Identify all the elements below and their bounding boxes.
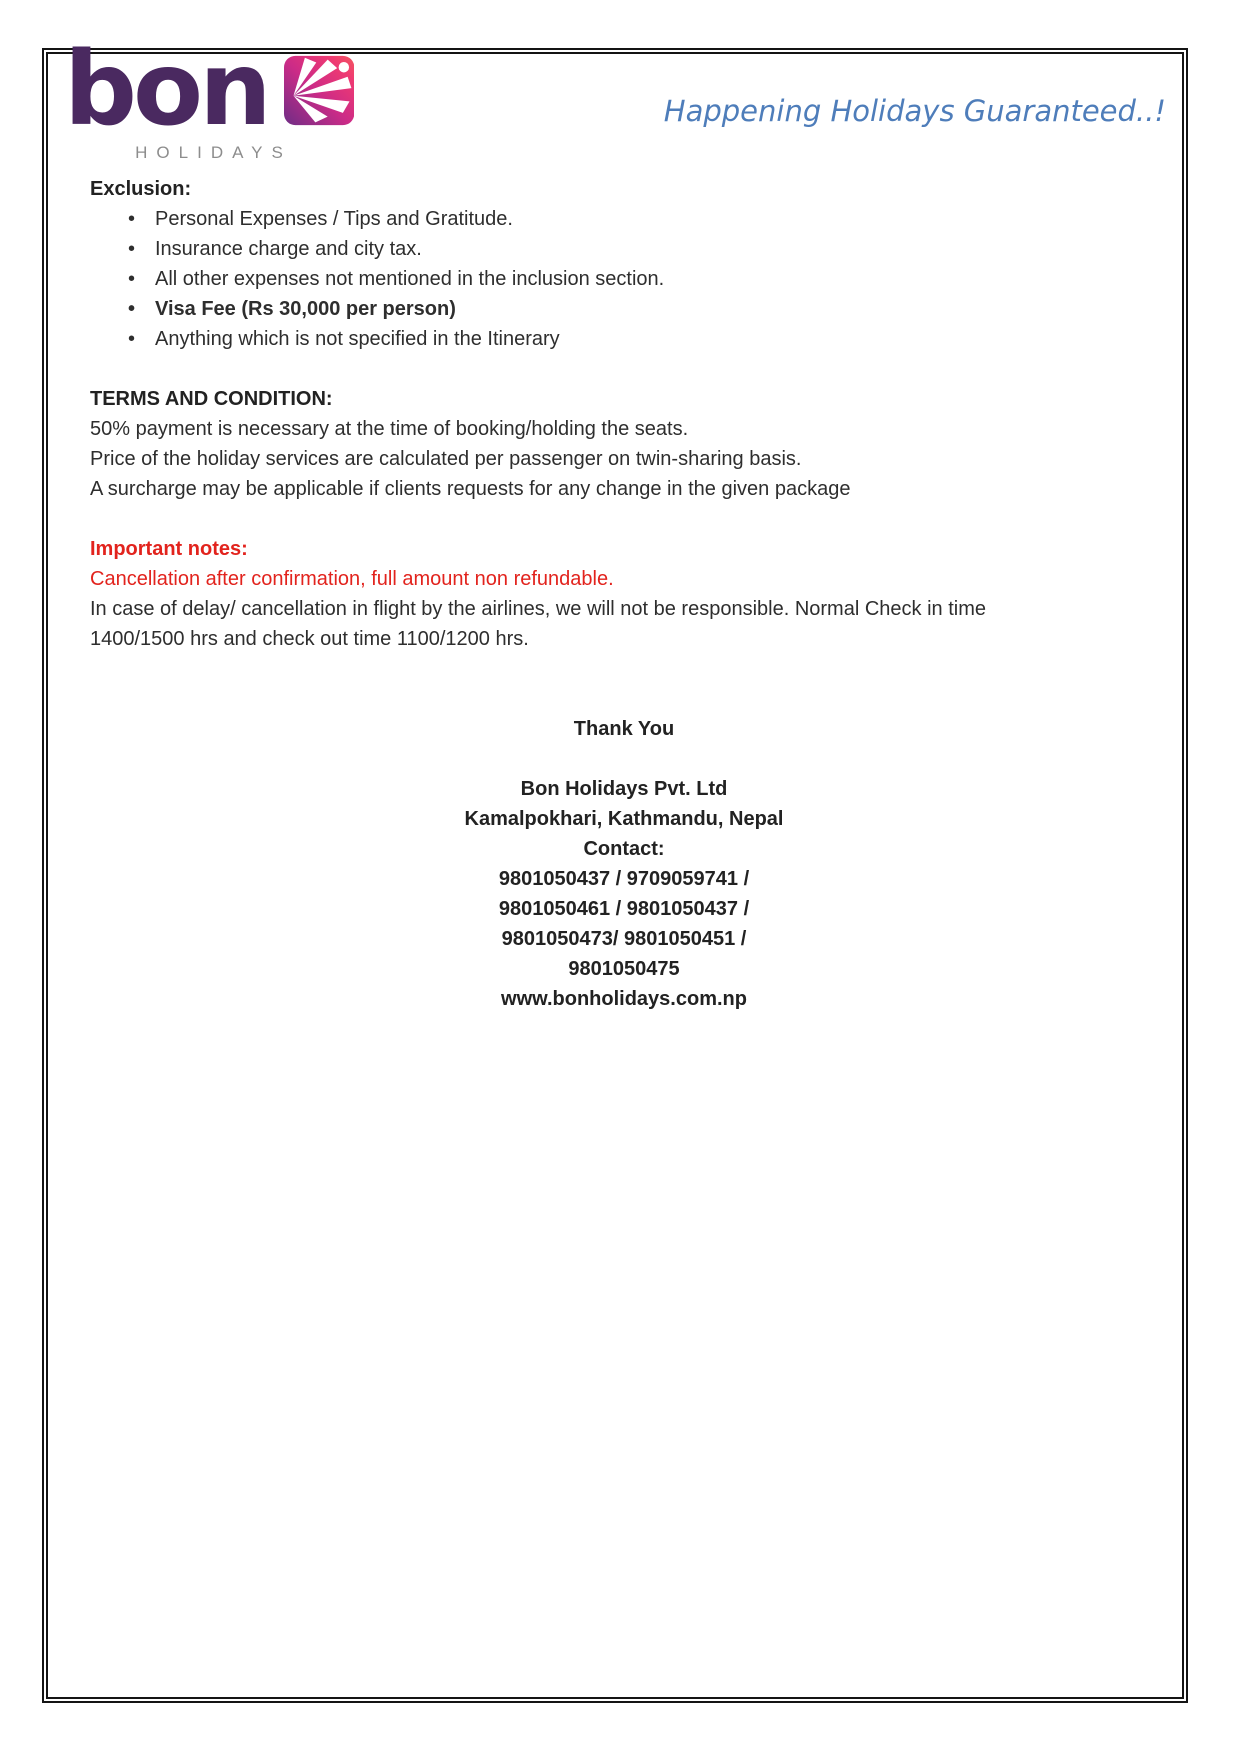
terms-section <box>90 384 1158 504</box>
logo-wordmark: bon <box>64 30 268 149</box>
important-notes-heading: Important notes: <box>90 538 248 560</box>
exclusion-bullet-5 <box>90 324 1158 354</box>
terms-line-1: 50% payment is necessary at the time of booking/holding the seats. <box>90 418 689 440</box>
bullet-text: All other expenses not mentioned in the inclusion section. <box>155 268 665 290</box>
exclusion-bullet-2 <box>90 234 1158 264</box>
palm-tree-sun-icon <box>284 54 354 127</box>
bullet-text: Visa Fee (Rs 30,000 per person) <box>155 298 456 320</box>
thank-you-text: Thank You <box>573 718 675 740</box>
exclusion-bullet-1 <box>90 204 1158 234</box>
company-address: Kamalpokhari, Kathmandu, Nepal <box>464 808 784 830</box>
exclusion-bullet-3 <box>90 264 1158 294</box>
website-text: www.bonholidays.com.np <box>501 988 747 1010</box>
exclusion-bullet-4 <box>90 294 1158 324</box>
phone-line-4: 9801050475 <box>568 958 680 980</box>
company-tagline: Happening Holidays Guaranteed..! <box>663 94 1166 128</box>
exclusion-heading: Exclusion: <box>90 178 192 200</box>
delay-note-line-2: 1400/1500 hrs and check out time 1100/1200 hrs. <box>90 628 529 650</box>
bullet-text: Anything which is not specified in the Itinerary <box>155 328 560 350</box>
delay-note-line-1: In case of delay/ cancellation in flight by the airlines, we will not be responsible. Normal Check in time <box>90 598 986 620</box>
terms-line-2: Price of the holiday services are calculated per passenger on twin-sharing basis. <box>90 448 802 470</box>
important-notes-section <box>90 534 1158 654</box>
cancellation-note: Cancellation after confirmation, full amount non refundable. <box>90 568 614 590</box>
phone-line-2: 9801050461 / 9801050437 / <box>498 898 750 920</box>
logo-subtext: HOLIDAYS <box>135 143 292 162</box>
exclusion-section <box>90 174 1158 354</box>
terms-line-3: A surcharge may be applicable if clients requests for any change in the given package <box>90 478 851 500</box>
footer-contact-block <box>90 714 1158 1014</box>
phone-line-3: 9801050473/ 9801050451 / <box>501 928 747 950</box>
company-name: Bon Holidays Pvt. Ltd <box>520 778 728 800</box>
page-border-frame <box>42 30 1188 1703</box>
document-body <box>90 174 1158 1014</box>
bullet-text: Personal Expenses / Tips and Gratitude. <box>155 208 513 230</box>
bon-holidays-logo <box>64 30 354 163</box>
contact-label: Contact: <box>583 838 665 860</box>
bullet-text: Insurance charge and city tax. <box>155 238 422 260</box>
phone-line-1: 9801050437 / 9709059741 / <box>498 868 750 890</box>
terms-heading: TERMS AND CONDITION: <box>90 388 333 410</box>
